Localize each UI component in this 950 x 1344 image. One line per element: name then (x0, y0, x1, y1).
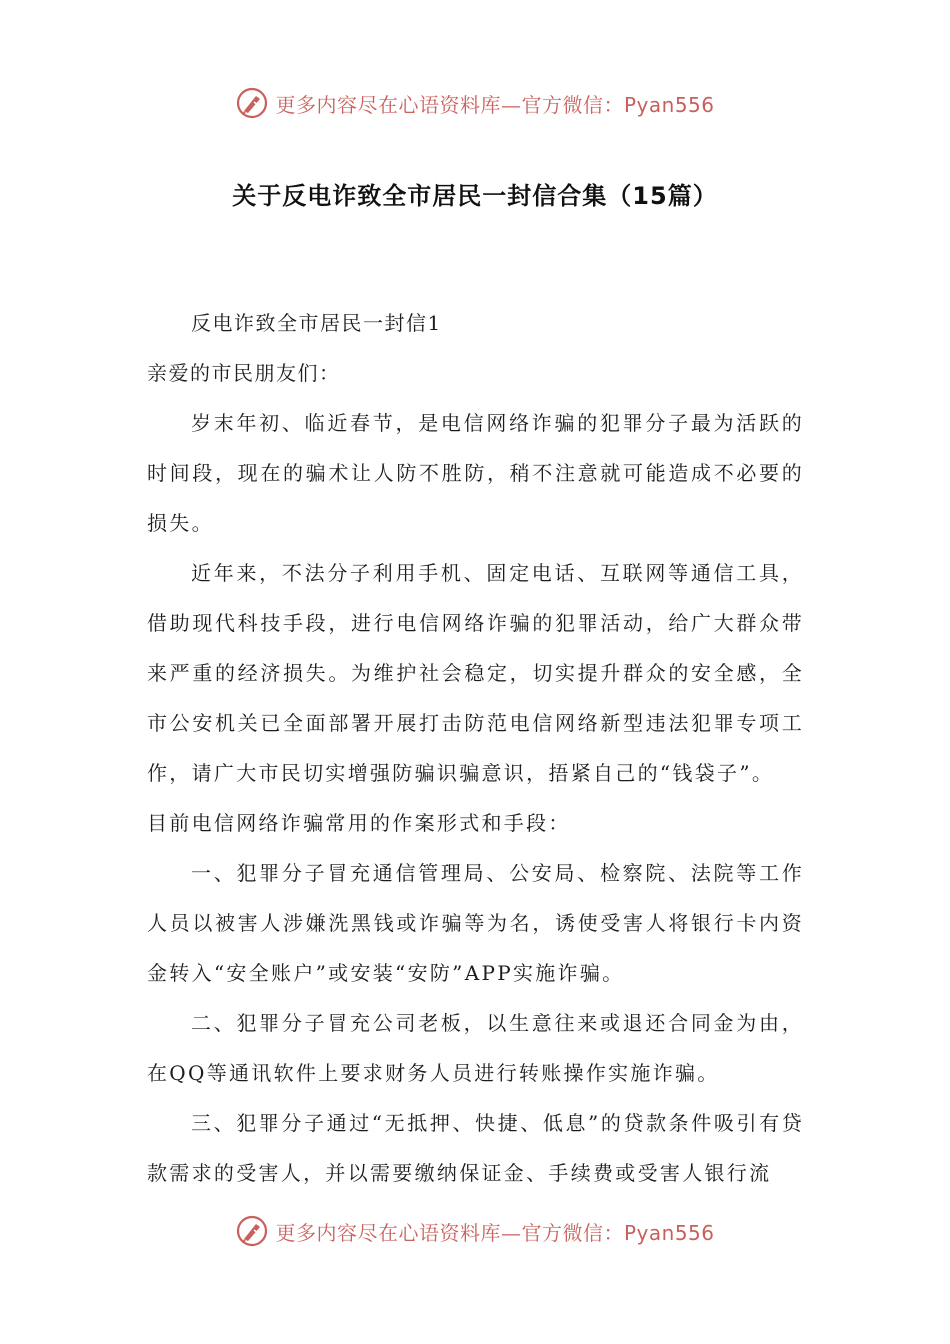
paragraph: 三、犯罪分子通过“无抵押、快捷、低息”的贷款条件吸引有贷款需求的受害人，并以需要缴纳保证金、手续费或受害人银行流 (147, 1111, 804, 1185)
paragraph: 目前电信网络诈骗常用的作案形式和手段： (147, 811, 571, 835)
document-title: 关于反电诈致全市居民一封信合集（15篇） (232, 182, 718, 210)
pen-nib-logo-icon (235, 1214, 269, 1248)
banner-text: 更多内容尽在心语资料库—官方微信：Pyan556 (275, 92, 715, 117)
paragraph: 岁末年初、临近春节，是电信网络诈骗的犯罪分子最为活跃的时间段，现在的骗术让人防不胜防，稍不注意就可能造成不必要的损失。 (147, 411, 804, 535)
header-banner (0, 83, 950, 123)
pen-nib-logo-icon (235, 86, 269, 120)
document-body (147, 298, 804, 1198)
paragraph: 二、犯罪分子冒充公司老板，以生意往来或退还合同金为由，在QQ等通讯软件上要求财务人员进行转账操作实施诈骗。 (147, 1011, 804, 1085)
paragraph: 近年来，不法分子利用手机、固定电话、互联网等通信工具，借助现代科技手段，进行电信网络诈骗的犯罪活动，给广大群众带来严重的经济损失。为维护社会稳定，切实提升群众的安全感，全市公安机关已全面部署开展打击防范电信网络新型违法犯罪专项工作，请广大市民切实增强防骗识骗意识，捂紧自己的“钱袋子”。 (147, 561, 804, 785)
section-title: 反电诈致全市居民一封信1 (191, 311, 442, 335)
banner-text: 更多内容尽在心语资料库—官方微信：Pyan556 (275, 1220, 715, 1245)
wechat-id: Pyan556 (623, 92, 715, 117)
salutation: 亲爱的市民朋友们： (147, 361, 341, 385)
paragraph: 一、犯罪分子冒充通信管理局、公安局、检察院、法院等工作人员以被害人涉嫌洗黑钱或诈骗等为名，诱使受害人将银行卡内资金转入“安全账户”或安装“安防”APP实施诈骗。 (147, 861, 804, 985)
footer-banner (0, 1211, 950, 1251)
wechat-id: Pyan556 (623, 1220, 715, 1245)
